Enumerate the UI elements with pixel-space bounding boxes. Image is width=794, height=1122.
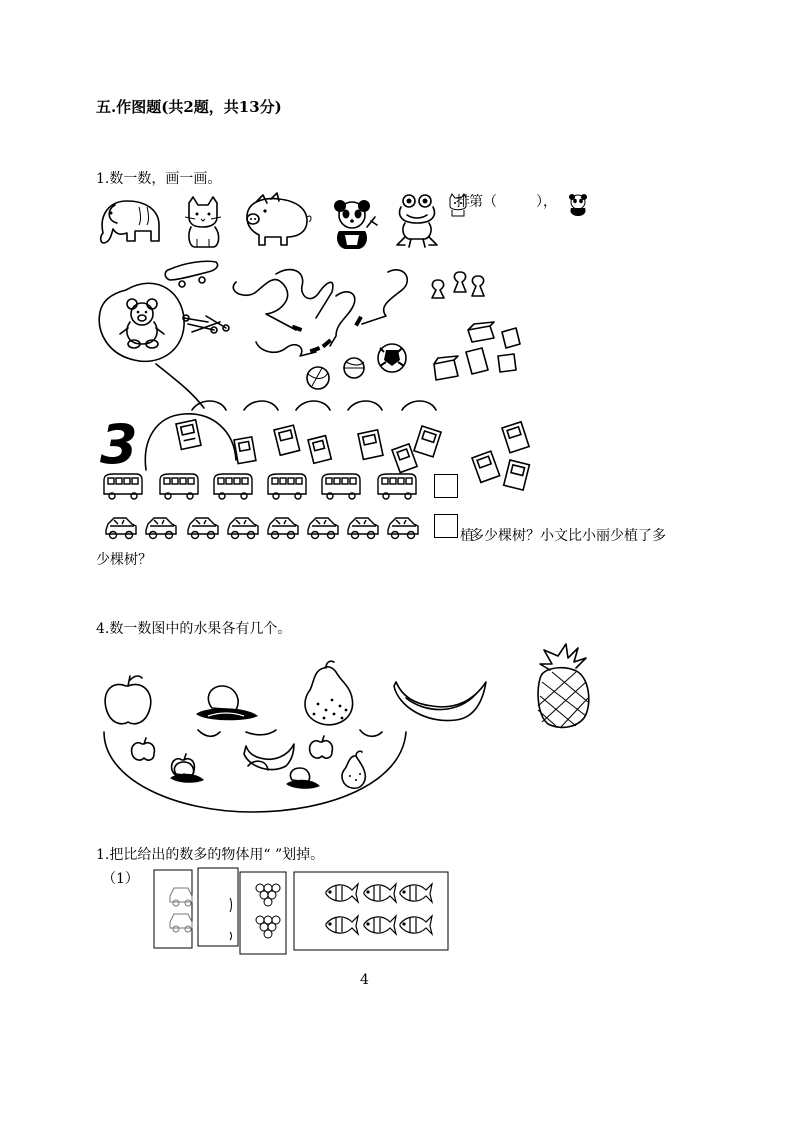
bowl-outline: [104, 732, 406, 812]
strike-panels: [152, 868, 452, 956]
answer-box-cars[interactable]: [434, 514, 458, 538]
car-icon: [308, 518, 338, 539]
fruit-bowl: [96, 730, 410, 818]
ball-icons: [307, 344, 406, 389]
big-number: 3: [100, 413, 138, 476]
q1-overlap-text-a: 第（: [469, 194, 497, 210]
peach-icon: [196, 686, 258, 720]
animal-row: [95, 193, 595, 253]
bus-icon: [322, 474, 360, 499]
cat-icon: [181, 195, 225, 251]
pear-icon: [305, 661, 353, 725]
skateboard-icon: [165, 261, 217, 287]
bowl-bananas: [244, 744, 294, 770]
bus-icon: [378, 474, 416, 499]
blocks-icon: [434, 322, 520, 380]
frog-icon: [395, 193, 441, 249]
bus-icon: [268, 474, 306, 499]
section-title: 五.作图题(共2题，共13分): [96, 98, 282, 116]
panel-grapes: [240, 872, 286, 954]
question-strike-text: 1.把比给出的数多的物体用“ ”划掉。: [96, 847, 325, 863]
panel-blank: [198, 868, 238, 946]
bear-thought-bubble: [99, 283, 184, 361]
q-trees-partial-char: 植: [460, 528, 474, 544]
apple-icon: [105, 676, 151, 724]
panel-fish: [294, 872, 448, 950]
car-icon: [146, 518, 176, 539]
car-icon: [188, 518, 218, 539]
bus-icon: [104, 474, 142, 499]
car-icon: [268, 518, 298, 539]
q1-overlap-text-b: ），: [536, 194, 557, 210]
question-1-text: 1.数一数，画一画。: [96, 171, 222, 187]
q1-overlap-partial-char: 排: [456, 194, 470, 210]
bowl-apples: [132, 736, 333, 776]
fruit-legend-row: [96, 644, 592, 730]
bus-icon: [160, 474, 198, 499]
bowl-pear: [342, 751, 365, 788]
car-icon: [348, 518, 378, 539]
bubble-tail: [156, 364, 204, 408]
car-icon: [388, 518, 418, 539]
bus-icon: [214, 474, 252, 499]
teddy-bear-icon: [120, 299, 164, 348]
bubble-outline: [145, 414, 236, 470]
question-strike-subnumber: （1）: [102, 871, 139, 887]
car-icon: [106, 518, 136, 539]
jump-rope-icons: [233, 270, 407, 356]
panel-cars: [154, 870, 192, 948]
panda-icon: [331, 197, 377, 251]
car-row: [104, 512, 424, 546]
q-trees-text-line-1: 多少棵树？小文比小丽少植了多: [470, 528, 666, 544]
pig-icon: [241, 193, 313, 249]
keys-icon: [183, 315, 229, 333]
bus-row: [102, 470, 442, 504]
banana-icon: [394, 682, 486, 721]
q-trees-text-line-2: 少棵树？: [96, 552, 152, 568]
question-4-text: 4.数一数图中的水果各有几个。: [96, 621, 292, 637]
bowl-peaches: [170, 762, 320, 789]
pineapple-icon: [538, 644, 589, 728]
car-icon: [228, 518, 258, 539]
small-panda-icon: [567, 193, 591, 217]
toys-scene: [96, 252, 530, 412]
answer-box-buses[interactable]: [434, 474, 458, 498]
elephant-icon: [95, 195, 165, 247]
chess-pawns-icon: [432, 272, 484, 298]
page-number: 4: [360, 972, 369, 988]
